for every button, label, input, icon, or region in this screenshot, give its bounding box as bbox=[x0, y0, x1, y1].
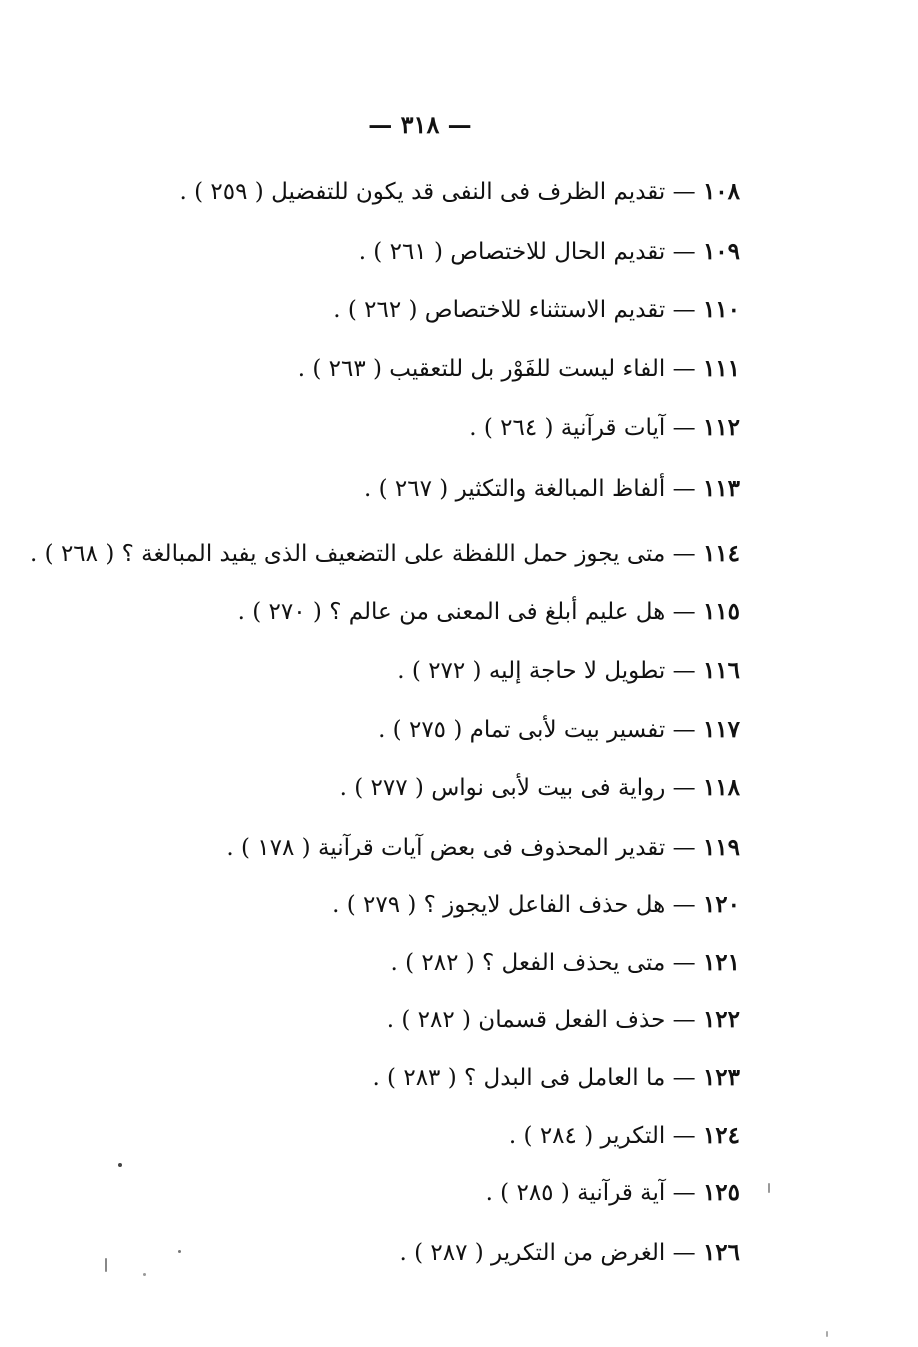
entry-number: ١١٣ bbox=[702, 475, 740, 502]
entry-text: — الفاء ليست للفَوْر بل للتعقيب ( ٢٦٣ ) . bbox=[297, 356, 696, 382]
page-number: — ٣١٨ — bbox=[368, 110, 472, 139]
index-entry bbox=[399, 1241, 740, 1265]
entry-number: ١١٨ bbox=[702, 774, 740, 801]
index-entry bbox=[387, 1008, 740, 1032]
entry-number: ١١١ bbox=[702, 355, 740, 382]
entry-number: ١٢٦ bbox=[702, 1239, 740, 1266]
entry-text: — التكرير ( ٢٨٤ ) . bbox=[508, 1123, 696, 1149]
entry-number: ١١٢ bbox=[702, 414, 740, 441]
entry-number: ١٠٨ bbox=[702, 178, 740, 205]
entry-number: ١٢٣ bbox=[702, 1064, 740, 1091]
entry-text: — تقديم الحال للاختصاص ( ٢٦١ ) . bbox=[358, 239, 696, 265]
index-entry bbox=[180, 180, 740, 204]
index-entry bbox=[509, 1124, 740, 1148]
entry-text: — متى يجوز حمل اللفظة على التضعيف الذى يفيد المبالغة ؟ ( ٢٦٨ ) . bbox=[30, 541, 696, 567]
entry-text: — الغرض من التكرير ( ٢٨٧ ) . bbox=[399, 1240, 696, 1266]
entry-text: — آية قرآنية ( ٢٨٥ ) . bbox=[485, 1180, 696, 1206]
index-entry bbox=[333, 298, 740, 322]
index-entry bbox=[364, 477, 740, 501]
entry-text: — هل حذف الفاعل لايجوز ؟ ( ٢٧٩ ) . bbox=[332, 892, 696, 918]
index-entry bbox=[359, 240, 740, 264]
entry-number: ١٢٥ bbox=[702, 1179, 740, 1206]
index-entry bbox=[390, 951, 740, 975]
scan-speck bbox=[105, 1258, 107, 1272]
entry-text: — هل عليم أبلغ فى المعنى من عالم ؟ ( ٢٧٠ ) . bbox=[237, 599, 696, 625]
entry-number: ١٢٢ bbox=[702, 1006, 740, 1033]
entry-number: ١٠٩ bbox=[702, 238, 740, 265]
entry-number: ١١٠ bbox=[702, 296, 740, 323]
entry-text: — متى يحذف الفعل ؟ ( ٢٨٢ ) . bbox=[390, 950, 696, 976]
entry-number: ١١٦ bbox=[702, 657, 740, 684]
entry-text: — حذف الفعل قسمان ( ٢٨٢ ) . bbox=[386, 1007, 696, 1033]
entry-text: — تطويل لا حاجة إليه ( ٢٧٢ ) . bbox=[397, 658, 696, 684]
scan-speck bbox=[178, 1250, 181, 1253]
entry-text: — رواية فى بيت لأبى نواس ( ٢٧٧ ) . bbox=[339, 775, 696, 801]
index-entry bbox=[372, 1066, 740, 1090]
index-entry bbox=[238, 600, 740, 624]
index-entry bbox=[226, 836, 740, 860]
entry-text: — تقديم الاستثناء للاختصاص ( ٢٦٢ ) . bbox=[333, 297, 696, 323]
entry-number: ١٢٤ bbox=[702, 1122, 740, 1149]
scan-speck bbox=[143, 1273, 146, 1276]
index-entry bbox=[486, 1181, 740, 1205]
entry-number: ١٢٠ bbox=[702, 891, 740, 918]
index-entry bbox=[340, 776, 740, 800]
index-entry bbox=[298, 357, 740, 381]
entry-text: — تقدير المحذوف فى بعض آيات قرآنية ( ١٧٨ ) . bbox=[226, 835, 696, 861]
scan-speck bbox=[826, 1331, 828, 1337]
index-entry bbox=[30, 542, 740, 566]
entry-text: — تقديم الظرف فى النفى قد يكون للتفضيل ( ٢٥٩ ) . bbox=[179, 179, 696, 205]
entry-text: — ألفاظ المبالغة والتكثير ( ٢٦٧ ) . bbox=[364, 476, 696, 502]
entry-text: — تفسير بيت لأبى تمام ( ٢٧٥ ) . bbox=[378, 717, 696, 743]
index-entry bbox=[469, 416, 740, 440]
index-entry bbox=[378, 718, 740, 742]
entry-text: — ما العامل فى البدل ؟ ( ٢٨٣ ) . bbox=[372, 1065, 696, 1091]
scan-speck bbox=[118, 1163, 122, 1167]
entry-number: ١١٩ bbox=[702, 834, 740, 861]
scan-speck bbox=[768, 1183, 770, 1193]
entry-number: ١١٥ bbox=[702, 598, 740, 625]
entry-number: ١١٤ bbox=[702, 540, 740, 567]
entry-number: ١٢١ bbox=[702, 949, 740, 976]
entry-number: ١١٧ bbox=[702, 716, 740, 743]
index-entry bbox=[397, 659, 740, 683]
entry-text: — آيات قرآنية ( ٢٦٤ ) . bbox=[469, 415, 696, 441]
index-entry bbox=[332, 893, 740, 917]
